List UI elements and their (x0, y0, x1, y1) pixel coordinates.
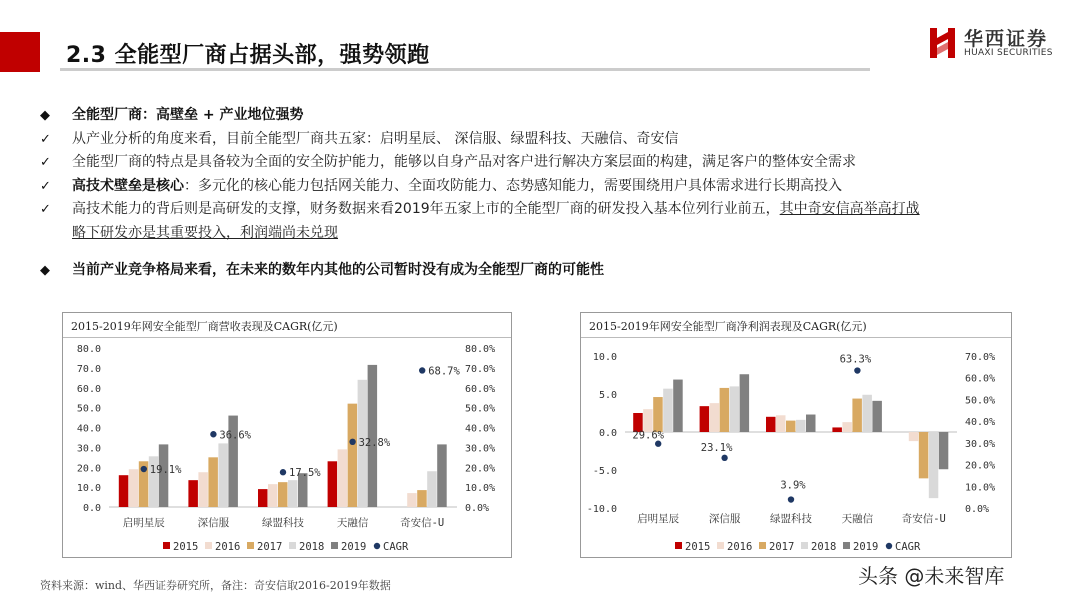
bar-2015 (258, 489, 268, 507)
cagr-data-label: 19.1% (149, 464, 182, 477)
x-category-label: 启明星辰 (637, 513, 680, 525)
y-tick-label: 70.0 (76, 363, 101, 375)
check-bullet-icon: ✓ (40, 202, 51, 217)
y-tick-label: -10.0 (586, 504, 617, 515)
bar-2018 (730, 386, 740, 432)
check-bullet-icon: ✓ (40, 178, 51, 194)
y2-tick-label: 50.0% (965, 395, 996, 407)
legend-swatch-2019 (331, 542, 338, 549)
y2-tick-label: 40.0% (965, 417, 996, 429)
legend-swatch-2017 (759, 542, 766, 549)
legend-label: 2015 (173, 541, 199, 553)
y-tick-label: 5.0 (598, 390, 617, 401)
profit-chart (580, 312, 1012, 558)
cagr-data-label: 68.7% (428, 365, 460, 378)
diamond-bullet-icon: ◆ (40, 108, 50, 123)
cagr-point (210, 431, 216, 437)
bullet-line (40, 128, 1040, 152)
title-divider (60, 68, 870, 71)
y2-tick-label: 30.0% (965, 438, 996, 450)
cagr-data-label: 23.1% (700, 441, 733, 454)
legend-label: CAGR (383, 541, 409, 553)
bar-2017 (278, 482, 288, 507)
y2-tick-label: 10.0% (465, 483, 496, 495)
x-category-label: 奇安信-U (400, 517, 445, 529)
y2-tick-label: 80.0% (465, 344, 496, 355)
cagr-point (349, 439, 355, 445)
bar-2018 (862, 395, 872, 432)
legend-label: CAGR (895, 541, 921, 553)
cagr-point (280, 469, 286, 475)
bullet-text: 全能型厂商的特点是具备较为全面的安全防护能力，能够以自身产品对客户进行解决方案层面的构建，满足客户的整体安全需求 (72, 154, 856, 170)
legend-label: 2018 (299, 541, 325, 553)
check-bullet-icon: ✓ (40, 155, 51, 170)
legend-label: 2017 (257, 541, 283, 553)
bar-2016 (909, 432, 919, 441)
legend-label: 2019 (853, 541, 879, 553)
bullet-text: 高技术能力的背后则是高研发的支撑，财务数据来看2019年五家上市的全能型厂商的研发投入基本位列行业前五， (72, 201, 780, 217)
legend-swatch-2016 (717, 542, 724, 549)
y2-tick-label: 20.0% (465, 463, 496, 475)
y-tick-label: 40.0 (76, 423, 101, 435)
bullet-list (40, 104, 1040, 283)
y-tick-label: -5.0 (592, 466, 617, 477)
chart-title: 2015-2019年网安全能型厂商净利润表现及CAGR(亿元) (589, 320, 867, 333)
cagr-data-label: 17.5% (289, 467, 321, 480)
cagr-point (854, 367, 860, 373)
y2-tick-label: 50.0% (465, 403, 496, 415)
bar-2017 (208, 457, 218, 507)
y2-tick-label: 40.0% (465, 423, 496, 435)
bar-2018 (796, 420, 806, 432)
y-tick-label: 50.0 (76, 403, 101, 415)
y2-tick-label: 10.0% (965, 482, 996, 494)
legend-label: 2015 (685, 541, 711, 553)
huaxi-logo-icon (928, 24, 958, 60)
bullet-underlined-text: 略下研发亦是其重要投入，利润端尚未兑现 (72, 224, 338, 241)
bullet-line (40, 198, 1040, 222)
y2-tick-label: 70.0% (965, 352, 996, 363)
cagr-point (141, 466, 147, 472)
bullet-text: 从产业分析的角度来看，目前全能型厂商共五家：启明星辰、 深信服、绿盟科技、天融信、奇安信 (72, 130, 679, 147)
bar-2017 (720, 388, 730, 432)
bar-2016 (407, 493, 417, 507)
x-category-label: 深信服 (197, 517, 230, 529)
legend-swatch-2018 (289, 542, 296, 549)
legend-marker-cagr (886, 543, 892, 549)
watermark: 头条 @未来智库 (858, 564, 1005, 588)
bar-2017 (653, 397, 663, 432)
y2-tick-label: 70.0% (465, 363, 496, 375)
bar-2015 (766, 417, 776, 432)
bar-2017 (417, 490, 427, 507)
bar-2019 (872, 401, 882, 432)
y2-tick-label: 0.0% (965, 504, 990, 515)
bar-2016 (268, 484, 278, 507)
bar-2015 (188, 480, 198, 507)
legend-label: 2016 (215, 541, 241, 553)
x-category-label: 天融信 (336, 517, 369, 529)
bullet-heading: 全能型厂商：高壁垒 + 产业地位强势 (72, 107, 304, 123)
legend-marker-cagr (374, 543, 380, 549)
diamond-bullet-icon: ◆ (40, 263, 50, 278)
cagr-data-label: 32.8% (358, 436, 391, 449)
legend-swatch-2016 (205, 542, 212, 549)
check-bullet-icon: ✓ (40, 131, 51, 147)
bar-2016 (776, 415, 786, 432)
bullet-line (40, 175, 1040, 199)
y2-tick-label: 0.0% (465, 503, 490, 514)
logo-english-name: HUAXI SECURITIES (964, 48, 1053, 58)
bullet-line (40, 104, 1040, 128)
bullet-line (40, 151, 1040, 175)
bar-2017 (919, 432, 929, 478)
bullet-line (40, 259, 1040, 283)
y-tick-label: 0.0 (82, 503, 101, 514)
cagr-point (721, 455, 727, 461)
bar-2019 (437, 444, 447, 507)
cagr-point (788, 496, 794, 502)
legend-swatch-2018 (801, 542, 808, 549)
bar-2017 (348, 404, 358, 507)
bar-2018 (663, 389, 673, 432)
bar-2016 (842, 422, 852, 432)
y-tick-label: 60.0 (76, 383, 101, 395)
legend-label: 2017 (769, 541, 795, 553)
bar-2018 (427, 471, 437, 507)
y2-tick-label: 60.0% (465, 383, 496, 395)
page-title: 2.3 全能型厂商占据头部，强势领跑 (66, 43, 430, 68)
bar-2015 (700, 406, 710, 432)
bar-2016 (198, 472, 208, 507)
bar-2016 (710, 403, 720, 432)
bullet-heading: 当前产业竞争格局来看，在未来的数年内其他的公司暂时没有成为全能型厂商的可能性 (72, 262, 604, 278)
x-category-label: 深信服 (708, 513, 741, 525)
bar-2018 (218, 443, 228, 507)
logo-chinese-name: 华西证券 (964, 28, 1049, 50)
bullet-underlined-text: 其中奇安信高举高打战 (779, 201, 920, 217)
title-accent-notch (40, 32, 62, 72)
bullet-bold-lead: 高技术壁垒是核心 (72, 177, 184, 194)
bullet-line-continued (40, 222, 1040, 246)
bar-2019 (673, 380, 683, 432)
legend-label: 2018 (811, 541, 837, 553)
y2-tick-label: 20.0% (965, 460, 996, 472)
cagr-point (419, 367, 425, 373)
y-tick-label: 0.0 (598, 428, 617, 439)
x-category-label: 绿盟科技 (262, 517, 304, 529)
y2-tick-label: 60.0% (965, 373, 996, 385)
profit-chart-plot (581, 338, 1011, 558)
revenue-chart-plot (63, 338, 511, 558)
legend-swatch-2019 (843, 542, 850, 549)
x-category-label: 天融信 (841, 513, 874, 525)
y-tick-label: 20.0 (76, 463, 101, 475)
legend-label: 2019 (341, 541, 367, 553)
y-tick-label: 30.0 (76, 443, 101, 455)
cagr-data-label: 36.6% (219, 429, 252, 442)
bar-2016 (643, 409, 653, 432)
bullet-text: ：多元化的核心能力包括网关能力、全面攻防能力、态势感知能力，需要围绕用户具体需求进行长期高投入 (184, 177, 842, 194)
revenue-chart (62, 312, 512, 558)
legend-label: 2016 (727, 541, 753, 553)
bar-2015 (832, 427, 842, 432)
x-category-label: 启明星辰 (122, 517, 165, 529)
bar-2019 (740, 374, 750, 432)
bar-2016 (338, 449, 348, 507)
y2-tick-label: 30.0% (465, 443, 496, 455)
company-logo (928, 24, 1068, 64)
y-tick-label: 10.0 (76, 483, 101, 495)
y-tick-label: 10.0 (592, 352, 617, 363)
legend-swatch-2017 (247, 542, 254, 549)
chart-title: 2015-2019年网安全能型厂商营收表现及CAGR(亿元) (71, 320, 338, 333)
legend-swatch-2015 (675, 542, 682, 549)
y-tick-label: 80.0 (76, 344, 101, 355)
bar-2017 (786, 421, 796, 432)
x-category-label: 奇安信-U (901, 513, 946, 525)
bar-2018 (288, 480, 298, 507)
bar-2019 (939, 432, 949, 469)
bar-2019 (806, 415, 816, 432)
x-category-label: 绿盟科技 (770, 513, 812, 525)
bar-2015 (328, 461, 338, 507)
source-note: 资料来源：wind、华西证券研究所，备注：奇安信取2016-2019年数据 (40, 579, 391, 592)
cagr-data-label: 63.3% (839, 353, 872, 366)
bar-2016 (129, 469, 139, 507)
legend-swatch-2015 (163, 542, 170, 549)
bar-2015 (119, 475, 129, 507)
bar-2017 (852, 399, 862, 432)
cagr-data-label: 3.9% (780, 479, 806, 492)
bar-2018 (929, 432, 939, 498)
cagr-data-label: 29.6% (632, 429, 665, 442)
